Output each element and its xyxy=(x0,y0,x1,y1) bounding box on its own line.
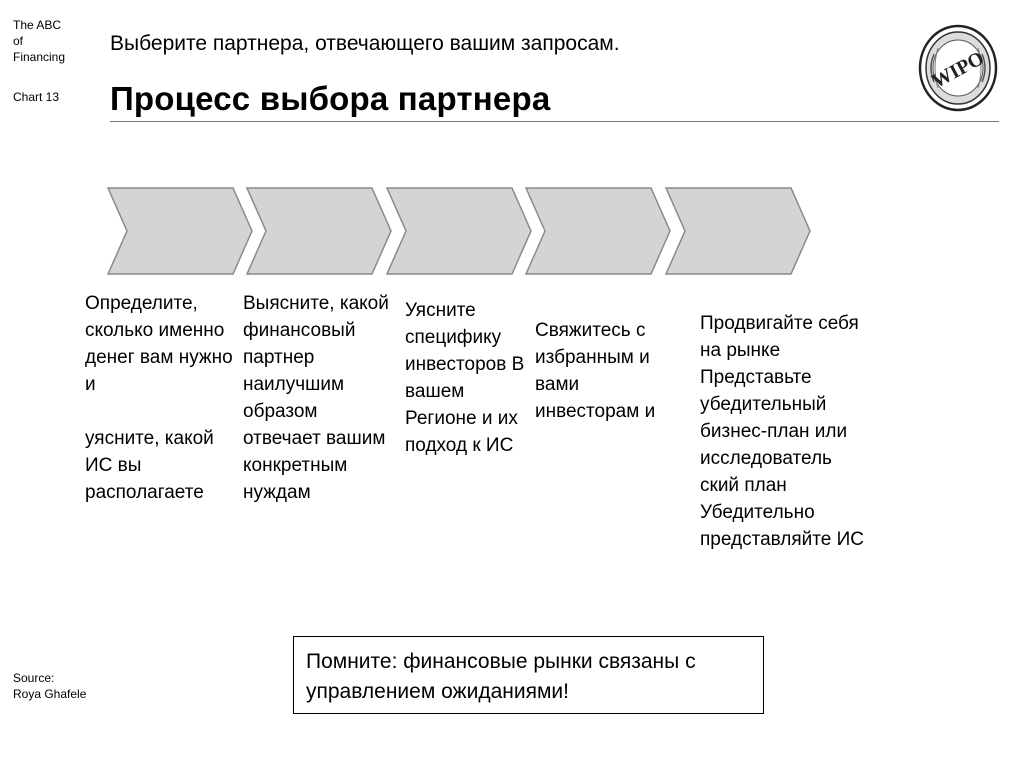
step-4-text: Свяжитесь с избранным и вами инвесторам и xyxy=(535,320,656,422)
reminder-box: Помните: финансовые рынки связаны с управлением ожиданиями! xyxy=(293,636,764,714)
chevron-step-5 xyxy=(666,188,810,274)
chevron-step-4 xyxy=(526,188,670,274)
step-5-text: Продвигайте себя на рынке Представьте убедительный бизнес-план или исследователь ский план Убедительно представляйте ИС xyxy=(700,313,865,550)
wipo-logo-text: WIPO xyxy=(928,47,988,93)
chevron-step-1 xyxy=(108,188,252,274)
chevron-step-3 xyxy=(387,188,531,274)
step-3-text: Уясните специфику инвесторов В вашем Регионе и их подход к ИС xyxy=(405,300,525,456)
step-2-text: Выясните, какой финансовый партнер наилучшим образом отвечает вашим конкретным нуждам xyxy=(243,293,389,503)
process-chevrons xyxy=(100,180,820,280)
step-1-text: Определите, сколько именно денег вам нужно и уясните, какой ИС вы располагаете xyxy=(85,293,233,503)
source-label: Source: Roya Ghafele xyxy=(13,671,87,701)
chevron-step-2 xyxy=(247,188,391,274)
wipo-logo xyxy=(918,24,998,112)
chart-number: Chart 13 xyxy=(13,90,60,104)
title-divider xyxy=(110,121,999,122)
page-title: Процесс выбора партнера xyxy=(110,80,551,117)
corner-label: The ABC of Financing xyxy=(13,18,66,64)
page-subtitle: Выберите партнера, отвечающего вашим запросам. xyxy=(110,32,620,55)
